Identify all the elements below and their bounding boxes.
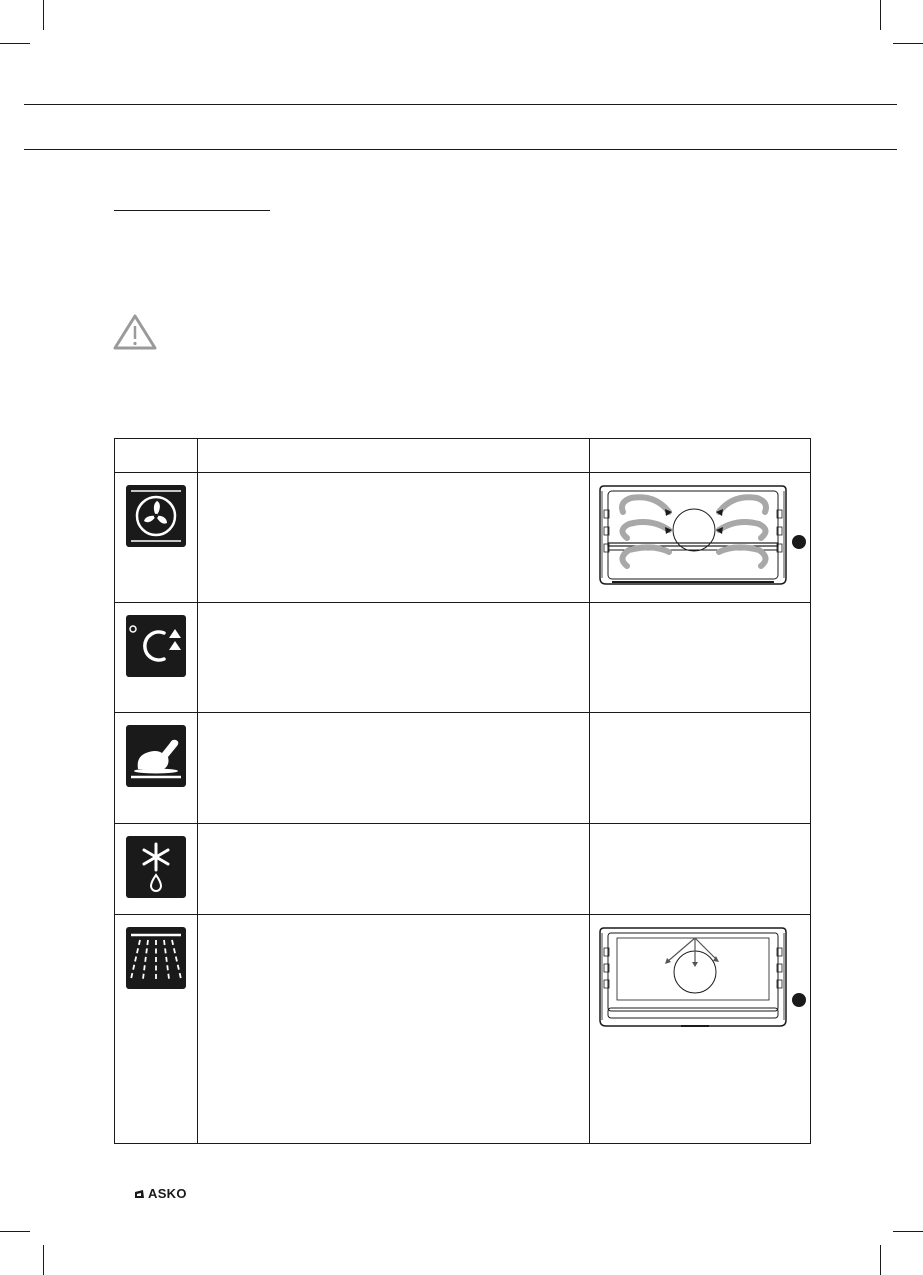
symbol-cell: [115, 473, 198, 603]
crop-mark: [43, 0, 44, 30]
illustration-cell: [590, 603, 811, 713]
section-heading-underline: [114, 210, 270, 211]
symbol-cell: [115, 603, 198, 713]
description-cell: [198, 713, 590, 824]
table-row: [115, 473, 811, 603]
header-cell-description: [198, 439, 590, 473]
table-row: [115, 713, 811, 824]
header-rule-bottom: [24, 149, 897, 150]
crop-mark: [893, 1231, 923, 1232]
crop-mark: [43, 1245, 44, 1275]
grill-icon: [126, 927, 186, 989]
crop-mark: [880, 1245, 881, 1275]
table-row: [115, 915, 811, 1144]
asko-logo-mark-icon: [134, 1189, 145, 1199]
oven-functions-table: [114, 438, 811, 1144]
table-header-row: [115, 439, 811, 473]
fast-preheat-icon: [126, 615, 186, 677]
table-row: [115, 603, 811, 713]
brand-logo-text: ASKO: [148, 1186, 187, 1201]
symbol-cell: [115, 824, 198, 915]
description-cell: [198, 915, 590, 1144]
description-cell: [198, 473, 590, 603]
header-cell-symbol: [115, 439, 198, 473]
description-cell: [198, 603, 590, 713]
defrost-icon: [126, 836, 186, 898]
fan-icon: [126, 485, 186, 547]
crop-mark: [893, 43, 923, 44]
illustration-cell: [590, 473, 811, 603]
symbol-cell: [115, 915, 198, 1144]
brand-logo: [134, 1186, 187, 1201]
illustration-cell: [590, 824, 811, 915]
warning-triangle-icon: [113, 314, 157, 350]
header-rule-top: [24, 104, 897, 105]
symbol-cell: [115, 713, 198, 824]
crop-mark: [880, 0, 881, 30]
oven-grill-diagram: [595, 924, 807, 1030]
illustration-cell: [590, 713, 811, 824]
crop-mark: [0, 1231, 30, 1232]
table-row: [115, 824, 811, 915]
illustration-cell: [590, 915, 811, 1144]
description-cell: [198, 824, 590, 915]
oven-airflow-diagram: [595, 482, 807, 588]
header-cell-illustration: [590, 439, 811, 473]
crop-mark: [0, 43, 30, 44]
roast-chicken-icon: [126, 725, 186, 787]
